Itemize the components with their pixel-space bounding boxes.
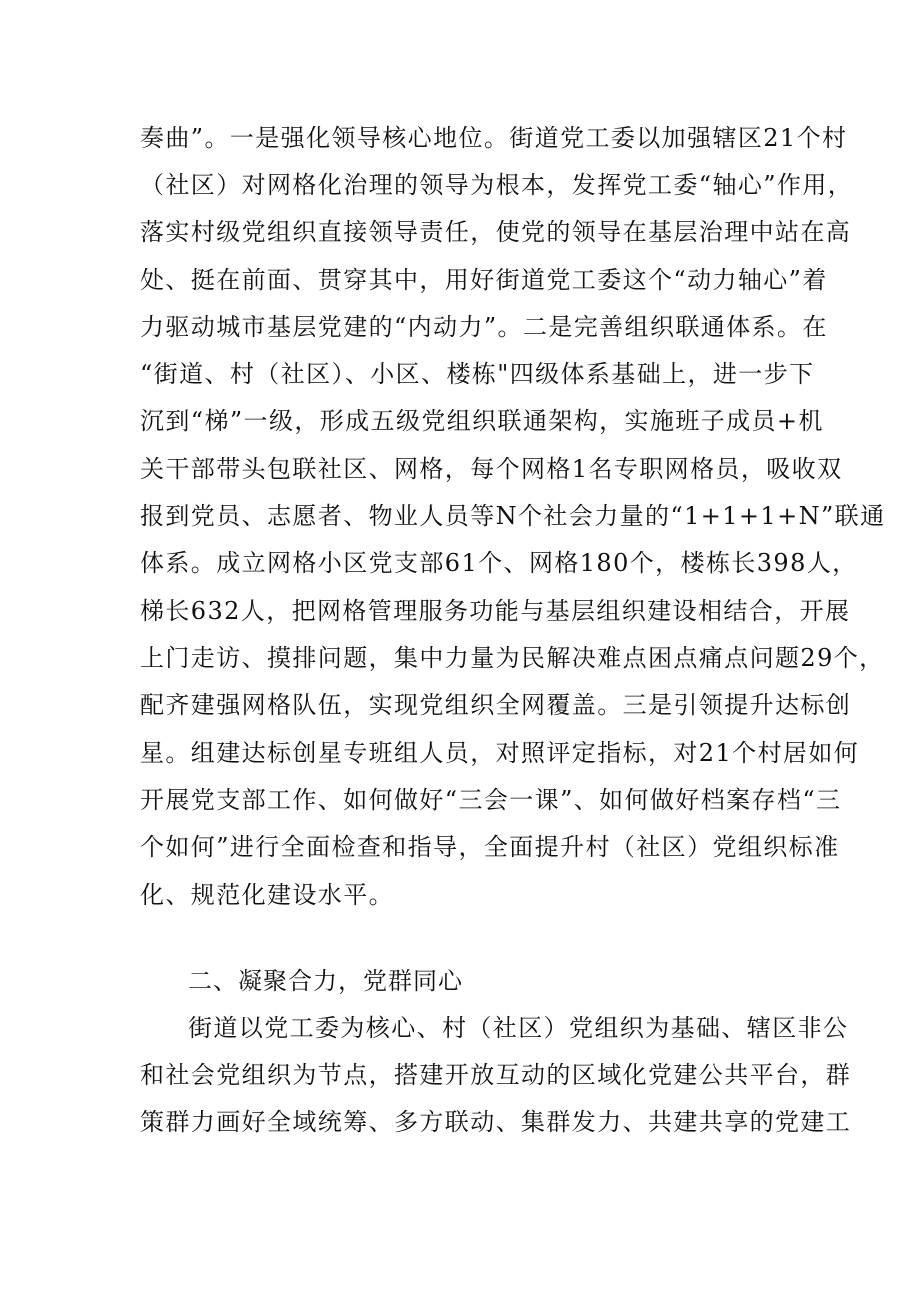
paragraph-line: 开展党支部工作、如何做好“三会一课”、如何做好档案存档“三: [140, 786, 842, 814]
paragraph-line: “街道、村（社区）、小区、楼栋"四级体系基础上，进一步下: [140, 360, 815, 388]
paragraph-line: 落实村级党组织直接领导责任，使党的领导在基层治理中站在高: [140, 218, 852, 246]
paragraph-line: 星。组建达标创星专班组人员，对照评定指标，对21个村居如何: [140, 739, 860, 767]
section-heading: 二、凝聚合力，党群同心: [188, 967, 463, 995]
paragraph-line: 处、挺在前面、贯穿其中，用好街道党工委这个“动力轴心”着: [140, 266, 828, 294]
paragraph-line: 体系。成立网格小区党支部61个、网格180个，楼栋长398人，: [140, 549, 858, 577]
paragraph-line: 力驱动城市基层党建的“内动力”。二是完善组织联通体系。在: [140, 313, 828, 341]
paragraph-line: 策群力画好全域统筹、多方联动、集群发力、共建共享的党建工: [140, 1108, 852, 1136]
paragraph-line: 沉到“梯”一级，形成五级党组织联通架构，实施班子成员+机: [140, 407, 824, 435]
paragraph-line: （社区）对网格化治理的领导为根本，发挥党工委“轴心”作用，: [140, 171, 854, 199]
paragraph-line: 配齐建强网格队伍，实现党组织全网覆盖。三是引领提升达标创: [140, 691, 852, 719]
paragraph-line: 和社会党组织为节点，搭建开放互动的区域化党建公共平台，群: [140, 1061, 852, 1089]
paragraph-line: 报到党员、志愿者、物业人员等N个社会力量的“1+1+1+N”联通: [140, 502, 886, 530]
paragraph-line: 奏曲”。一是强化领导核心地位。街道党工委以加强辖区21个村: [140, 124, 848, 152]
paragraph-line: 上门走访、摸排问题，集中力量为民解决难点困点痛点问题29个，: [140, 644, 885, 672]
paragraph-line: 梯长632人，把网格管理服务功能与基层组织建设相结合，开展: [140, 597, 851, 625]
paragraph-line: 化、规范化建设水平。: [140, 881, 394, 909]
paragraph-line: 街道以党工委为核心、村（社区）党组织为基础、辖区非公: [188, 1014, 849, 1042]
paragraph-line: 个如何”进行全面检查和指导，全面提升村（社区）党组织标准: [140, 833, 840, 861]
paragraph-line: 关干部带头包联社区、网格，每个网格1名专职网格员，吸收双: [140, 455, 843, 483]
